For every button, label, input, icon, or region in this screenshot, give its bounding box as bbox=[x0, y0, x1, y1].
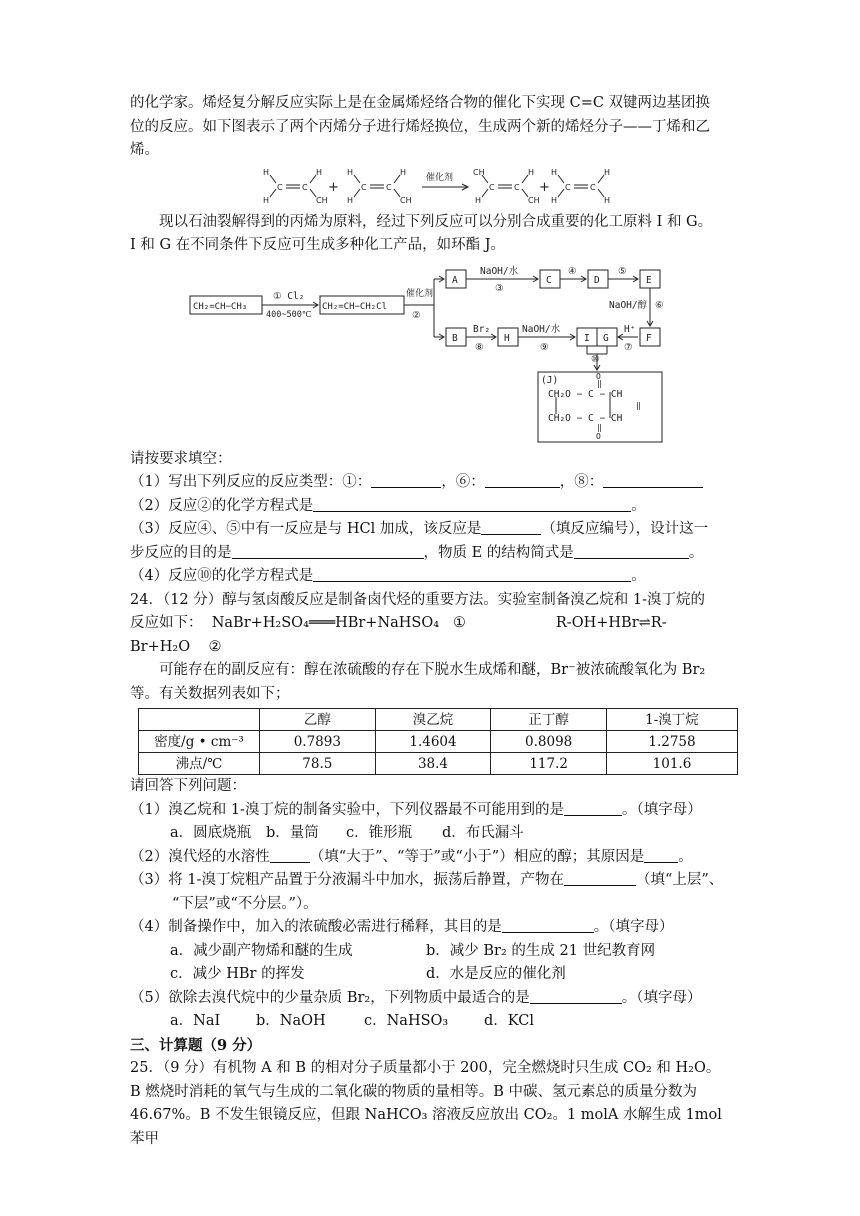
answer-blank[interactable] bbox=[603, 473, 703, 488]
intro-line-2: 位的反应。如下图表示了两个丙烯分子进行烯烃换位，生成两个新的烯烃分子——丁烯和乙 bbox=[130, 118, 710, 135]
catalyst-label: 催化剂 bbox=[426, 172, 454, 183]
table-cell: 0.7893 bbox=[260, 731, 376, 753]
table-row bbox=[139, 753, 738, 775]
table-cell: 1.2758 bbox=[606, 731, 737, 753]
q24-4-end: 。（填字母） bbox=[593, 919, 674, 935]
node-E: E bbox=[646, 274, 652, 286]
answer-blank[interactable] bbox=[270, 848, 310, 863]
equation-1: NaBr+H₂SO₄═══HBr+NaHSO₄ bbox=[211, 615, 440, 631]
q24-5-text: （5）欲除去溴代烷中的少量杂质 Br₂，下列物质中最适合的是 bbox=[130, 989, 530, 1006]
q24-3-text: （填“上层”、 bbox=[635, 872, 724, 888]
table-cell: 密度/g • cm⁻³ bbox=[139, 731, 260, 753]
q23-1-text: ，⑧： bbox=[559, 474, 604, 490]
step1-condition: 400~500℃ bbox=[266, 309, 312, 320]
atom-label: H bbox=[263, 195, 270, 205]
q24-equations bbox=[130, 612, 735, 659]
plus-sign: + bbox=[539, 179, 550, 195]
q23-1-text: ，⑥： bbox=[441, 474, 485, 490]
step7-number: ⑦ bbox=[624, 341, 633, 353]
atom-label: H bbox=[528, 167, 535, 177]
table-cell: 0.8098 bbox=[491, 731, 607, 753]
J-oxygen: O bbox=[596, 371, 601, 381]
atom-label: H bbox=[347, 167, 354, 177]
answer-blank[interactable] bbox=[564, 801, 622, 816]
q24-2 bbox=[130, 846, 735, 870]
step1-reagent: ① Cl₂ bbox=[273, 290, 305, 302]
q24-side-1: 可能存在的副反应有：醇在浓硫酸的存在下脱水生成烯和醚，Br⁻被浓硫酸氧化为 Br₂ bbox=[159, 662, 706, 678]
step9-reagent: NaOH/水 bbox=[522, 323, 561, 335]
node-F: F bbox=[646, 332, 652, 344]
q24-5-options bbox=[130, 1010, 735, 1034]
q24-4-options-b bbox=[130, 963, 735, 987]
table-header-cell: 乙醇 bbox=[260, 709, 376, 731]
J-double-bond: ‖ bbox=[597, 378, 602, 388]
J-label: (J) bbox=[541, 374, 559, 386]
q24-4-text: （4）制备操作中，加入的浓硫酸必需进行稀释，其目的是 bbox=[130, 919, 502, 935]
step3-reagent: NaOH/水 bbox=[480, 265, 519, 277]
table-cell: 1.4604 bbox=[375, 731, 491, 753]
propene-box: CH₂=CH−CH₃ bbox=[193, 301, 248, 312]
atom-label: C bbox=[565, 182, 571, 192]
atom-label: H bbox=[263, 167, 270, 177]
option: d．水是反应的催化剂 bbox=[426, 966, 566, 982]
table-header-cell: 溴乙烷 bbox=[375, 709, 491, 731]
node-D: D bbox=[594, 274, 600, 286]
step7-reagent: H⁺ bbox=[624, 323, 636, 335]
answer-blank[interactable] bbox=[644, 848, 678, 863]
equation-2: R-OH+HBr⇌R-Br+H₂O bbox=[130, 615, 667, 655]
atom-label: CH bbox=[316, 195, 328, 205]
atom-label: H bbox=[316, 167, 323, 177]
synthesis-flowchart bbox=[130, 258, 735, 448]
intro-line-3: 烯。 bbox=[130, 142, 159, 158]
answer-blank[interactable] bbox=[530, 989, 622, 1004]
atom-label: C bbox=[277, 182, 283, 192]
q23-1-text: （1）写出下列反应的反应类型：①： bbox=[130, 474, 372, 490]
table-header-cell bbox=[139, 709, 260, 731]
atom-label: CH bbox=[473, 167, 485, 177]
step8-reagent: Br₂ bbox=[473, 323, 491, 335]
step6-reagent: NaOH/醇 bbox=[609, 299, 648, 311]
properties-table bbox=[138, 708, 738, 775]
answer-blank[interactable] bbox=[481, 520, 541, 535]
atom-label: H bbox=[551, 167, 558, 177]
atom-label: C bbox=[489, 182, 495, 192]
document-page bbox=[130, 92, 735, 1151]
q25-line-2: B 燃烧时消耗的氧气与生成的二氧化碳的物质的量相等。B 中碳、氢元素总的质量分数为 bbox=[130, 1083, 698, 1100]
table-header-row bbox=[139, 709, 738, 731]
table-header-cell: 正丁醇 bbox=[491, 709, 607, 731]
para2-line-1: 现以石油裂解得到的丙烯为原料，经过下列反应可以分别合成重要的化工原料 I 和 G。 bbox=[159, 213, 713, 230]
answer-blank[interactable] bbox=[313, 567, 631, 582]
option: c．减少 HBr 的挥发 bbox=[170, 966, 305, 982]
answer-blank[interactable] bbox=[502, 918, 594, 933]
q24-3 bbox=[130, 869, 735, 893]
metathesis-diagram bbox=[130, 163, 735, 211]
q23-4-end: 。 bbox=[631, 568, 646, 584]
answer-blank[interactable] bbox=[564, 871, 636, 886]
step4-number: ④ bbox=[568, 265, 577, 277]
q23-3-cont bbox=[130, 542, 735, 566]
step6-number: ⑥ bbox=[655, 299, 664, 311]
atom-label: H bbox=[551, 195, 558, 205]
atom-label: C bbox=[514, 182, 520, 192]
step5-number: ⑤ bbox=[618, 265, 627, 277]
node-H: H bbox=[504, 332, 510, 344]
step9-number: ⑨ bbox=[540, 341, 549, 353]
q24-4-options-a bbox=[130, 940, 735, 964]
table-cell: 沸点/℃ bbox=[139, 753, 260, 775]
option: a．圆底烧瓶 bbox=[170, 825, 252, 841]
node-A: A bbox=[452, 274, 458, 286]
atom-label: CH bbox=[400, 195, 412, 205]
q23-2-end: 。 bbox=[631, 497, 646, 514]
answer-blank[interactable] bbox=[574, 544, 689, 559]
q24-5-end: 。（填字母） bbox=[621, 989, 702, 1006]
q23-2-text: （2）反应②的化学方程式是 bbox=[130, 497, 314, 514]
option: b．NaOH bbox=[256, 1013, 326, 1029]
section-3-title: 三、计算题（9 分） bbox=[130, 1036, 262, 1054]
q24-side-2: 等。有关数据列表如下； bbox=[130, 685, 290, 702]
q24-head: 24．（12 分）醇与氢卤酸反应是制备卤代烃的重要方法。实验室制备溴乙烷和 1-溴丁烷的 bbox=[130, 591, 705, 608]
q24-1-options bbox=[130, 822, 735, 846]
atom-label: H bbox=[604, 195, 611, 205]
node-C: C bbox=[546, 274, 552, 286]
J-double-bond: ‖ bbox=[636, 400, 641, 410]
table-cell: 78.5 bbox=[260, 753, 376, 775]
q24-2-text: （填“大于”、“等于”或“小于”）相应的醇；其原因是 bbox=[309, 848, 645, 865]
node-B: B bbox=[452, 332, 458, 344]
option: d．KCl bbox=[484, 1013, 534, 1029]
q25-line-1: 25．（9 分）有机物 A 和 B 的相对分子质量都小于 200，完全燃烧时只生成 CO₂ 和 H₂O。 bbox=[130, 1060, 721, 1076]
q23-3-text: ，物质 E 的结构简式是 bbox=[423, 544, 574, 561]
J-double-bond: ‖ bbox=[597, 422, 602, 432]
q24-1 bbox=[130, 799, 735, 823]
step2-reagent: 催化剂 bbox=[406, 288, 434, 299]
J-oxygen: O bbox=[596, 431, 601, 441]
atom-label: C bbox=[386, 182, 392, 192]
eq-prefix: 反应如下： bbox=[130, 615, 203, 631]
q23-3-text: 步反应的目的是 bbox=[130, 544, 232, 561]
answer-blank[interactable] bbox=[232, 544, 424, 559]
atom-label: C bbox=[590, 182, 596, 192]
q24-1-end: 。（填字母） bbox=[621, 801, 702, 818]
option: b．减少 Br₂ 的生成 21 世纪教育网 bbox=[426, 942, 656, 959]
q23-2 bbox=[130, 495, 735, 519]
option: b．量筒 bbox=[266, 825, 319, 841]
q24-5 bbox=[130, 987, 735, 1011]
answer-blank[interactable] bbox=[371, 473, 441, 488]
q23-3-text: （填反应编号），设计这一 bbox=[541, 521, 709, 537]
q24-3-text: （3）将 1-溴丁烷粗产品置于分液漏斗中加水，振荡后静置，产物在 bbox=[130, 872, 564, 888]
atom-label: H bbox=[475, 195, 482, 205]
para2-line-2: I 和 G 在不同条件下反应可生成多种化工产品，如环酯 J。 bbox=[130, 237, 506, 253]
q23-4-text: （4）反应⑩的化学方程式是 bbox=[130, 568, 314, 584]
option: a．减少副产物烯和醚的生成 bbox=[170, 942, 353, 959]
q23-1 bbox=[130, 471, 735, 495]
atom-label: H bbox=[400, 167, 407, 177]
q23-3 bbox=[130, 518, 735, 542]
table-cell: 38.4 bbox=[375, 753, 491, 775]
q23-3-end: 。 bbox=[688, 544, 704, 561]
q24-1-text: （1）溴乙烷和 1-溴丁烷的制备实验中，下列仪器最不可能用到的是 bbox=[130, 801, 564, 818]
equation-2-number: ② bbox=[208, 638, 222, 655]
q23-3-text: （3）反应④、⑤中有一反应是与 HCl 加成，该反应是 bbox=[130, 521, 482, 537]
answer-blank[interactable] bbox=[485, 473, 560, 488]
q24-prompt: 请回答下列问题： bbox=[130, 778, 246, 794]
table-header-cell: 1-溴丁烷 bbox=[606, 709, 737, 731]
step3-number: ③ bbox=[495, 282, 504, 294]
answer-blank[interactable] bbox=[313, 497, 631, 512]
node-I: I bbox=[584, 332, 590, 344]
option: c．NaHSO₃ bbox=[364, 1013, 449, 1029]
option: d．布氏漏斗 bbox=[442, 825, 524, 841]
option: a．NaI bbox=[170, 1013, 221, 1029]
atom-label: H bbox=[604, 167, 611, 177]
q24-2-text: （2）溴代烃的水溶性 bbox=[130, 848, 270, 865]
q23-prompt: 请按要求填空： bbox=[130, 450, 232, 467]
option: c．锥形瓶 bbox=[346, 825, 413, 841]
q23-4 bbox=[130, 565, 735, 589]
flowchart-diagram bbox=[130, 258, 735, 448]
table-row bbox=[139, 731, 738, 753]
plus-sign: + bbox=[328, 179, 339, 195]
atom-label: H bbox=[347, 195, 354, 205]
q25-line-3: 46.67%。B 不发生银镜反应，但跟 NaHCO₃ 溶液反应放出 CO₂。1 molA 水解生成 1mol 苯甲 bbox=[130, 1107, 722, 1147]
node-G: G bbox=[603, 332, 609, 344]
atom-label: C bbox=[361, 182, 367, 192]
table-cell: 101.6 bbox=[606, 753, 737, 775]
J-row-1: CH₂O − C − CH bbox=[548, 388, 623, 400]
metathesis-scheme bbox=[130, 163, 735, 211]
J-row-2: CH₂O − C − CH bbox=[548, 412, 623, 424]
atom-label: C bbox=[302, 182, 308, 192]
step10-number: ⑩ bbox=[591, 353, 600, 365]
equation-1-number: ① bbox=[452, 615, 466, 631]
q24-3-cont: “下层”或“不分层。”）。 bbox=[172, 895, 318, 912]
allyl-chloride-box: CH₂=CH−CH₂Cl bbox=[322, 301, 388, 312]
intro-line-1: 的化学家。烯烃复分解反应实际上是在金属烯烃络合物的催化下实现 C=C 双键两边基团换 bbox=[130, 95, 711, 111]
table-cell: 117.2 bbox=[491, 753, 607, 775]
atom-label: CH bbox=[528, 195, 540, 205]
q24-2-end: 。 bbox=[678, 848, 693, 865]
step8-number: ⑧ bbox=[475, 341, 484, 353]
step2-number: ② bbox=[412, 309, 421, 321]
q24-4 bbox=[130, 916, 735, 940]
